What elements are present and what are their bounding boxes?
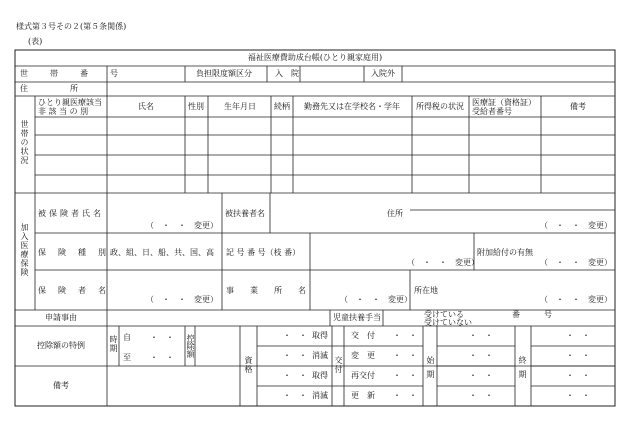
- col-recipient-number: 受給者番号: [472, 107, 512, 116]
- end-period-label: 終期: [518, 356, 527, 384]
- reissue-label: 再交付: [351, 371, 375, 380]
- start-dots-2: ・ ・: [469, 351, 493, 360]
- extra-benefit-change: （ ・ ・ 変更）: [540, 258, 612, 267]
- insured-name-change: （ ・ ・ 変更）: [146, 221, 218, 230]
- col-name: 氏名: [138, 102, 154, 111]
- deduction-amount-label: 控除額: [186, 334, 195, 358]
- insurance-side-label: 加入医療保険: [20, 223, 29, 277]
- renewal-dots: ・ ・: [393, 391, 417, 400]
- symbol-number-label: 記 号 番 号（枝 番）: [226, 248, 301, 257]
- col-single-parent: ひとり親医療該当: [38, 98, 102, 107]
- remarks-label: 備考: [53, 381, 69, 390]
- dependent-name-label: 被扶養者名: [225, 209, 265, 218]
- child-allowance-label: 児童扶養手当: [333, 313, 381, 322]
- col-non-applicable: 非 該 当 の 別: [38, 107, 89, 116]
- insurance-type-list: 政、組、日、船、共、国、高: [110, 248, 214, 257]
- insurance-type-label: 保 険 種 別: [38, 248, 108, 257]
- renewal-label: 更 新: [351, 391, 375, 400]
- reissue-dots: ・ ・: [393, 371, 417, 380]
- period-from: 自: [123, 333, 131, 342]
- insurer-change: （ ・ ・ 変更）: [146, 295, 218, 304]
- period-to-dots: ・ ・: [150, 353, 174, 362]
- col-certificate: 医療証（資格証）: [472, 98, 536, 107]
- insurance-address-label: 住所: [387, 209, 403, 218]
- elig-acquired-1: 取得: [312, 331, 328, 340]
- household-number-label: 世 帯 番 号: [20, 69, 125, 78]
- eligibility-label: 資格: [244, 356, 253, 374]
- start-dots-4: ・ ・: [469, 391, 493, 400]
- elig-lost-2: 消滅: [312, 391, 328, 400]
- office-change: （ ・ ・ 変更）: [340, 295, 412, 304]
- location-label: 所在地: [414, 286, 438, 295]
- end-dots-3: ・ ・: [566, 371, 590, 380]
- elig-acquired-2: 取得: [312, 371, 328, 380]
- limit-class-label: 負担限度額区分: [196, 69, 252, 78]
- change-dots: ・ ・: [393, 351, 417, 360]
- address-label: 住 所: [20, 84, 80, 93]
- inpatient-label: 入 院: [275, 69, 299, 78]
- col-workplace: 勤務先又は在学校名・学年: [304, 102, 400, 111]
- deduction-special-label: 控除額の特例: [37, 341, 85, 350]
- col-income-tax: 所得税の状況: [416, 102, 464, 111]
- issue-dots: ・ ・: [393, 331, 417, 340]
- form-number: 様式第３号その２(第５条関係): [16, 22, 127, 31]
- receiving-label: 受けている: [424, 310, 464, 319]
- delivery-label: 交付: [334, 356, 343, 374]
- end-dots-1: ・ ・: [566, 331, 590, 340]
- start-period-label: 始期: [426, 356, 435, 384]
- period-from-dots: ・ ・: [150, 333, 174, 342]
- start-dots-1: ・ ・: [469, 331, 493, 340]
- elig-dots-1: ・ ・: [283, 331, 307, 340]
- elig-lost-1: 消滅: [312, 351, 328, 360]
- col-relation: 続柄: [274, 102, 290, 111]
- col-sex: 性別: [188, 102, 204, 111]
- insured-name-label: 被保険者氏名: [38, 209, 104, 218]
- page-side-label: (表): [28, 37, 43, 46]
- elig-dots-4: ・ ・: [283, 391, 307, 400]
- extra-benefit-label: 附加給付の有無: [477, 248, 533, 257]
- location-change: （ ・ ・ 変更）: [540, 295, 612, 304]
- household-status-label: 世帯の状況: [20, 120, 29, 165]
- end-dots-2: ・ ・: [566, 351, 590, 360]
- start-dots-3: ・ ・: [469, 371, 493, 380]
- insurer-name-label: 保 険 者 名: [38, 286, 108, 295]
- office-name-label: 事 業 所 名: [226, 286, 306, 295]
- issue-label: 交 付: [351, 331, 375, 340]
- change-label: 変 更: [351, 351, 375, 360]
- symbol-number-change: （ ・ ・ 変更）: [407, 258, 479, 267]
- end-dots-4: ・ ・: [566, 391, 590, 400]
- application-reason-label: 申請事由: [45, 313, 77, 322]
- address-change: （ ・ ・ 変更）: [540, 221, 612, 230]
- period-label: 時期: [109, 335, 118, 353]
- period-to: 至: [123, 353, 131, 362]
- allowance-number-label: 番 号: [512, 310, 552, 319]
- outpatient-label: 入院外: [371, 69, 395, 78]
- elig-dots-2: ・ ・: [283, 351, 307, 360]
- elig-dots-3: ・ ・: [283, 371, 307, 380]
- col-remarks: 備考: [570, 102, 586, 111]
- not-receiving-label: 受けていない: [424, 318, 472, 327]
- col-birthdate: 生年月日: [224, 102, 256, 111]
- form-title: 福祉医療費助成台帳(ひとり親家庭用): [247, 53, 383, 62]
